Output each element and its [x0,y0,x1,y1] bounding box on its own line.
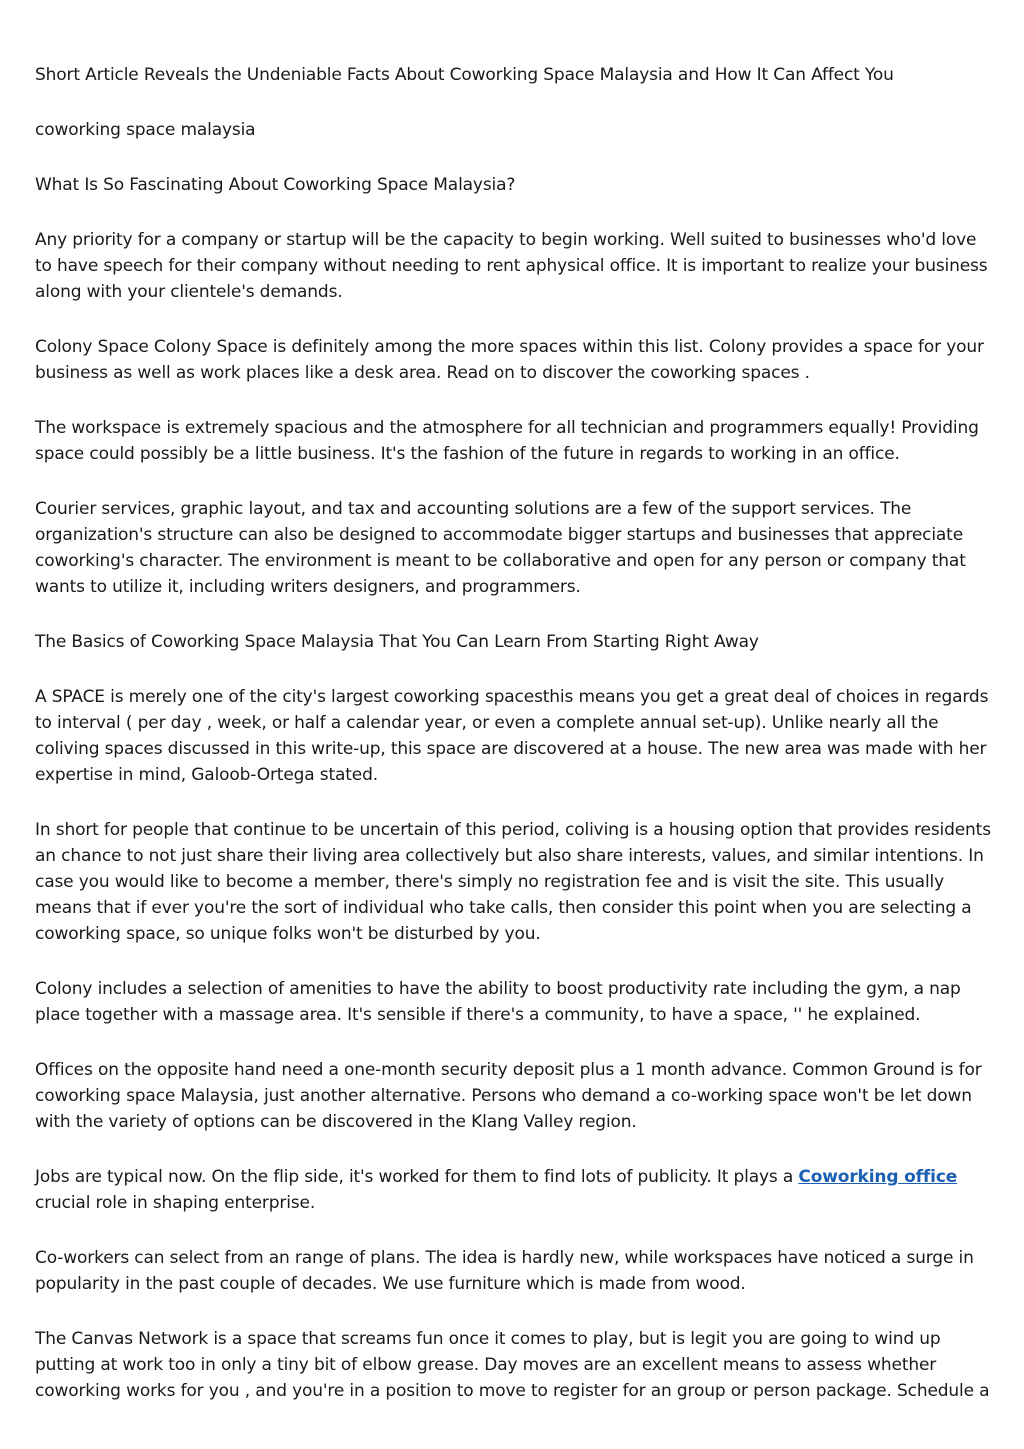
paragraph: A SPACE is merely one of the city's largest coworking spacesthis means you get a great deal of choices in regards to interval ( per day , week, or half a calendar year, or even a complete annual set-up). Unlike nearly all the coliving spaces discussed in this write-up, this space are discovered at a house. The new area was made with her expertise in mind, Galoob-Ortega stated. [35,687,989,785]
paragraph-text: crucial role in shaping enterprise. [35,1193,316,1213]
section-heading: What Is So Fascinating About Coworking Space Malaysia? [35,175,516,195]
document-body [35,62,995,1433]
coworking-office-link[interactable]: Coworking office [798,1167,958,1187]
paragraph: Colony Space Colony Space is definitely among the more spaces within this list. Colony provides a space for your business as well as work places like a desk area. Read on to discover the coworking spaces . [35,337,984,383]
paragraph-text: Jobs are typical now. On the flip side, it's worked for them to find lots of publicity. It plays a [35,1167,799,1187]
paragraph: In short for people that continue to be uncertain of this period, coliving is a housing option that provides residents an chance to not just share their living area collectively but also share interests, values, and similar intentions. In case you would like to become a member, there's simply no registration fee and is visit the site. This usually means that if ever you're the sort of individual who take calls, then consider this point when you are selecting a coworking space, so unique folks won't be disturbed by you. [35,820,991,944]
paragraph: Colony includes a selection of amenities to have the ability to boost productivity rate including the gym, a nap place together with a massage area. It's sensible if there's a community, to have a space, '' he explained. [35,979,961,1025]
paragraph-with-link [35,1164,995,1216]
paragraph: Any priority for a company or startup will be the capacity to begin working. Well suited to businesses who'd love to have speech for their company without needing to rent aphysical office. It is important to realize your business along with your clientele's demands. [35,230,988,302]
section-heading: The Basics of Coworking Space Malaysia That You Can Learn From Starting Right Away [35,632,759,652]
keyword-line: coworking space malaysia [35,120,256,140]
paragraph: The workspace is extremely spacious and the atmosphere for all technician and programmers equally! Providing space could possibly be a little business. It's the fashion of the future in regards to working in an office. [35,418,979,464]
article-title: Short Article Reveals the Undeniable Facts About Coworking Space Malaysia and How It Can Affect You [35,65,894,85]
paragraph: The Canvas Network is a space that screams fun once it comes to play, but is legit you are going to wind up putting at work too in only a tiny bit of elbow grease. Day moves are an excellent means to assess whether coworking works for you , and you're in a position to move to register for an group or person package. Schedule a [35,1329,990,1401]
paragraph: Co-workers can select from an range of plans. The idea is hardly new, while workspaces have noticed a surge in popularity in the past couple of decades. We use furniture which is made from wood. [35,1248,974,1294]
paragraph: Offices on the opposite hand need a one-month security deposit plus a 1 month advance. Common Ground is for coworking space Malaysia, just another alternative. Persons who demand a co-working space won't be let down with the variety of options can be discovered in the Klang Valley region. [35,1060,982,1132]
paragraph: Courier services, graphic layout, and tax and accounting solutions are a few of the support services. The organization's structure can also be designed to accommodate bigger startups and businesses that appreciate coworking's character. The environment is meant to be collaborative and open for any person or company that wants to utilize it, including writers designers, and programmers. [35,499,966,597]
